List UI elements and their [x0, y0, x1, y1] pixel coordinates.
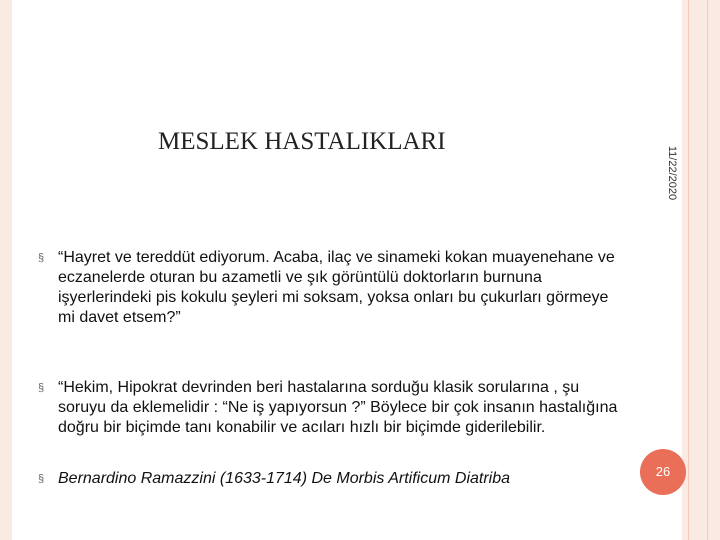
bullet-marker-icon: §	[38, 382, 45, 394]
bullet-marker-icon: §	[38, 252, 45, 264]
bullet-marker-icon: §	[38, 473, 45, 485]
bullet-text: “Hekim, Hipokrat devrinden beri hastalarına sorduğu klasik sorularına , şu soruyu da eklemelidir : “Ne iş yapıyorsun ?” Böylece bir çok insanın hastalığına doğru bir biçimde tanı konabilir ve acıları hızlı bir biçimde giderilebilir.	[58, 379, 618, 436]
slide-date: 11/22/2020	[666, 145, 678, 201]
slide-title: MESLEK HASTALIKLARI	[158, 128, 446, 155]
decorative-line	[707, 0, 708, 540]
page-number-badge: 26	[640, 449, 686, 495]
decorative-line	[688, 0, 689, 540]
citation-text: Bernardino Ramazzini (1633-1714) De Morbis Artificum Diatriba	[58, 470, 511, 487]
bullet-text: “Hayret ve tereddüt ediyorum. Acaba, ilaç ve sinameki kokan muayenehane ve eczanelerde oturan bu azametli ve şık görüntülü doktorların burnuna işyerlerindeki pis kokulu şeyleri mi soksam, yoksa onları bu çukurları görmeye mi davet etsem?”	[58, 249, 615, 326]
